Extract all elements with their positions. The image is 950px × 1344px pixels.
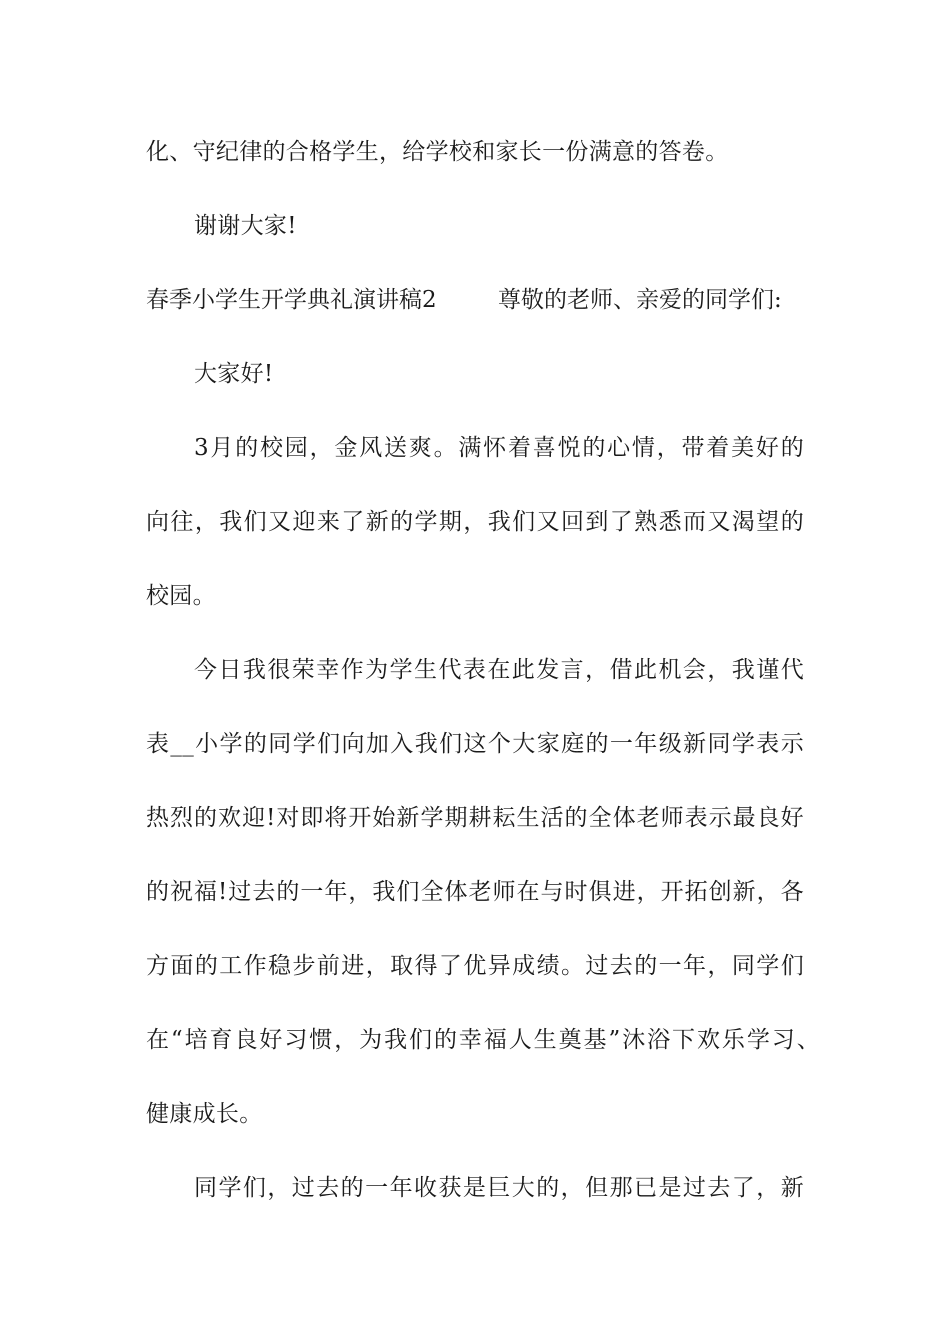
- paragraph-line: 热烈的欢迎!对即将开始新学期耕耘生活的全体老师表示最良好: [146, 805, 804, 831]
- paragraph-line: 表__小学的同学们向加入我们这个大家庭的一年级新同学表示: [146, 731, 804, 757]
- paragraph-line: 大家好!: [194, 361, 274, 387]
- paragraph-line: 向往，我们又迎来了新的学期，我们又回到了熟悉而又渴望的: [146, 509, 804, 535]
- paragraph-line: 在“培育良好习惯，为我们的幸福人生奠基”沐浴下欢乐学习、: [146, 1027, 820, 1053]
- paragraph-line: 方面的工作稳步前进，取得了优异成绩。过去的一年，同学们: [146, 953, 804, 979]
- paragraph-line: 健康成长。: [146, 1101, 263, 1127]
- paragraph-line: 同学们，过去的一年收获是巨大的，但那已是过去了，新: [194, 1175, 804, 1201]
- paragraph-line: 今日我很荣幸作为学生代表在此发言，借此机会，我谨代: [194, 657, 804, 683]
- paragraph-line: 谢谢大家!: [194, 213, 297, 239]
- paragraph-line: 校园。: [146, 583, 216, 609]
- paragraph-line: 的祝福!过去的一年，我们全体老师在与时俱进，开拓创新，各: [146, 879, 804, 905]
- salutation: 尊敬的老师、亲爱的同学们:: [498, 287, 782, 313]
- paragraph-line: 3月的校园，金风送爽。满怀着喜悦的心情，带着美好的: [194, 435, 804, 461]
- paragraph-line: 化、守纪律的合格学生，给学校和家长一份满意的答卷。: [146, 139, 729, 165]
- section-heading: [146, 282, 806, 318]
- section-title: 春季小学生开学典礼演讲稿2: [146, 287, 437, 313]
